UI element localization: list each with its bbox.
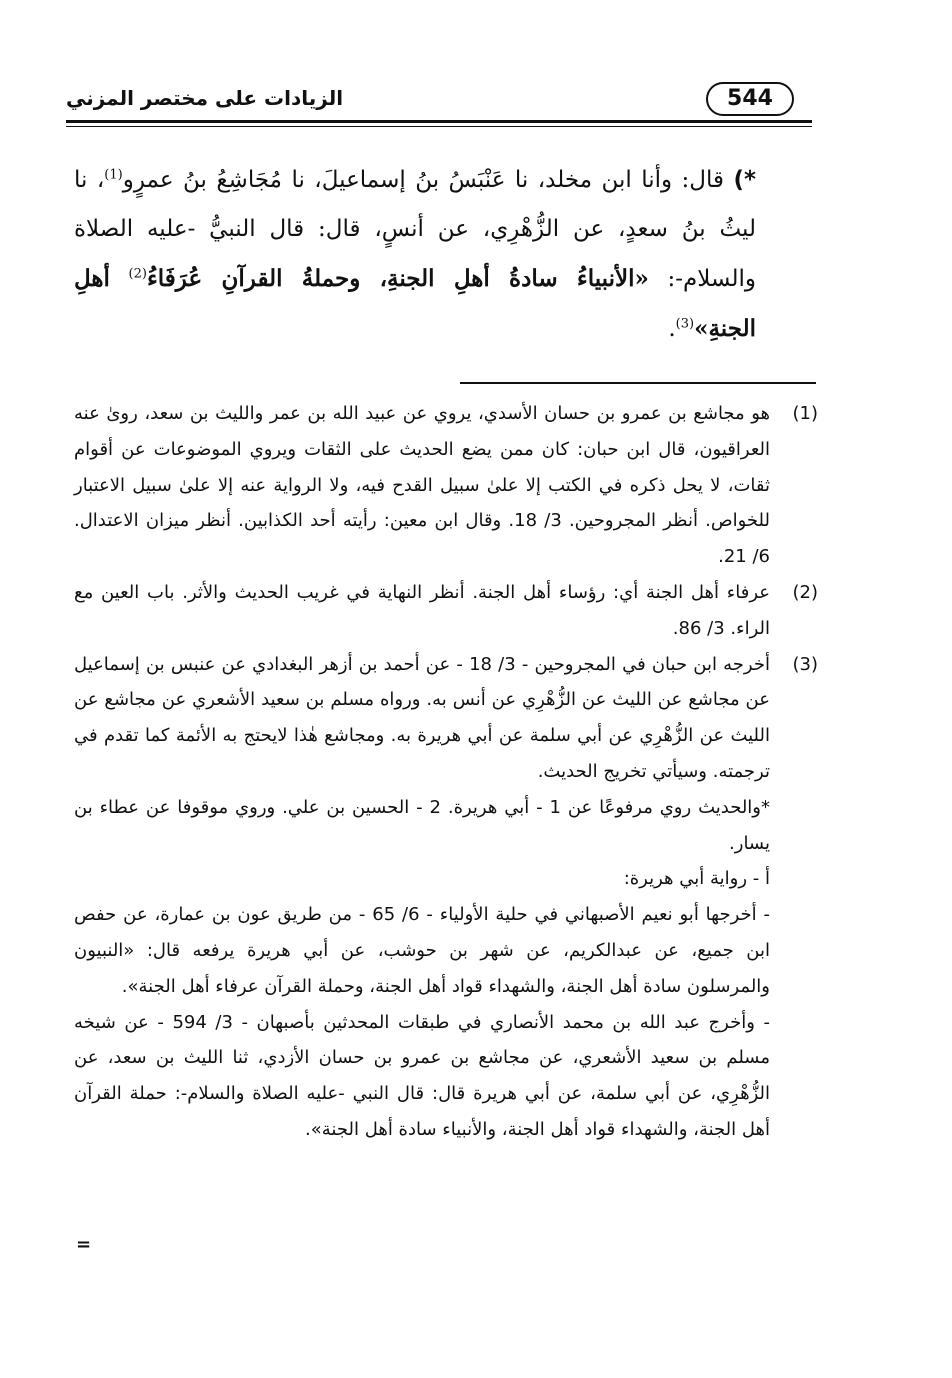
footnote-ref-1[interactable]: (1) [104,167,123,183]
header-rule [66,120,812,123]
footnote-1 [74,396,818,575]
footnote-number: (3) [792,653,818,675]
footnote-paragraph: أ - رواية أبي هريرة: [623,868,770,890]
running-title: الزيادات على مختصر المزني [66,86,344,110]
footnotes [74,396,818,1148]
page-header [66,76,812,130]
main-text [74,156,756,354]
footnote-2 [74,575,818,647]
main-end-punct: . [668,316,676,342]
isnad-continued: ، نا ليثُ بنُ سعدٍ، عن الزُّهْرِي، عن أنسٍ، قال: قال النبيُّ -عليه الصلاة والسلام-: [74,167,757,292]
footnote-separator [460,382,816,384]
footnote-3 [74,647,818,1148]
footnote-number: (1) [792,403,818,424]
footnote-paragraph: - وأخرج عبد الله بن محمد الأنصاري في طبقات المحدثين بأصبهان - 3/ 594 - عن شيخه مسلم بن سعيد الأشعري، عن مجاشع بن عمرو بن حسان الأزدي، ثنا الليث بن سعد، عن الزُّهْرِي، عن أبي سلمة، عن أبي هريرة قال: قال النبي -عليه الصلاة والسلام-: حملة القرآن أهل الجنة، والشهداء قواد أهل الجنة، والأنبياء سادة أهل الجنة». [74,1011,770,1140]
continuation-mark: = [76,1234,92,1255]
footnote-paragraph: *والحديث روي مرفوعًا عن 1 - أبي هريرة. 2 - الحسين بن علي. وروي موقوفا عن عطاء بن يسار. [74,796,770,854]
footnote-paragraph: عرفاء أهل الجنة أي: رؤساء أهل الجنة. أنظر النهاية في غريب الحديث والأثر. باب العين مع الراء. 3/ 86. [74,581,770,639]
footnote-number: (2) [792,581,818,603]
footnote-paragraph: أخرجه ابن حبان في المجروحين - 3/ 18 - عن أحمد بن أزهر البغدادي عن عنبس بن إسماعيل عن مجاشع عن الليث عن الزُّهْرِي عن أنس به. ورواه مسلم بن سعيد الأشعري عن مجاشع عن الليث عن الزُّهْرِي عن أبي سلمة عن أبي هريرة به. ومجاشع هٰذا لايحتج به الأئمة كما تقدم في ترجمته. وسيأتي تخريج الحديث. [74,653,770,782]
star-marker: *) [733,167,756,193]
isnad-intro: قال: وأنا ابن مخلد، نا عَنْبَسُ بنُ إسماعيلَ، نا مُجَاشِعُ بنُ عمرٍو [122,167,725,193]
footnote-paragraph: - أخرجها أبو نعيم الأصبهاني في حلية الأولياء - 6/ 65 - من طريق عون بن عمارة، عن حفص ابن جميع، عن عبدالكريم، عن شهر بن حوشب، عن أبي هريرة يرفعه قال: «النبيون والمرسلون سادة أهل الجنة، والشهداء قواد أهل الجنة، وحملة القرآن عرفاء أهل الجنة». [74,904,770,997]
footnote-ref-2[interactable]: (2) [128,266,147,282]
hadith-text-part2: أهلِ الجنةِ» [74,265,756,342]
page-number: 544 [706,82,794,116]
header-rule-thin [66,126,812,127]
hadith-text-part1: «الأنبياءُ سادةُ أهلِ الجنةِ، وحملةُ القرآنِ عُرَفَاءُ [146,265,649,292]
footnote-paragraph: هو مجاشع بن عمرو بن حسان الأسدي، يروي عن عبيد الله بن عمر والليث بن سعد، روىٰ عنه العراقيون، قال ابن حبان: كان ممن يضع الحديث على الثقات ويروي الموضوعات عن أقوام ثقات، لا يحل ذكره في الكتب إلا علىٰ سبيل القدح فيه، ولا الرواية عنه إلا علىٰ سبيل الاعتبار للخواص. أنظر المجروحين. 3/ 18. وقال ابن معين: رأيته أحد الكذابين. أنظر ميزان الاعتدال. 6/ 21. [74,403,770,568]
footnote-ref-3[interactable]: (3) [675,316,695,332]
